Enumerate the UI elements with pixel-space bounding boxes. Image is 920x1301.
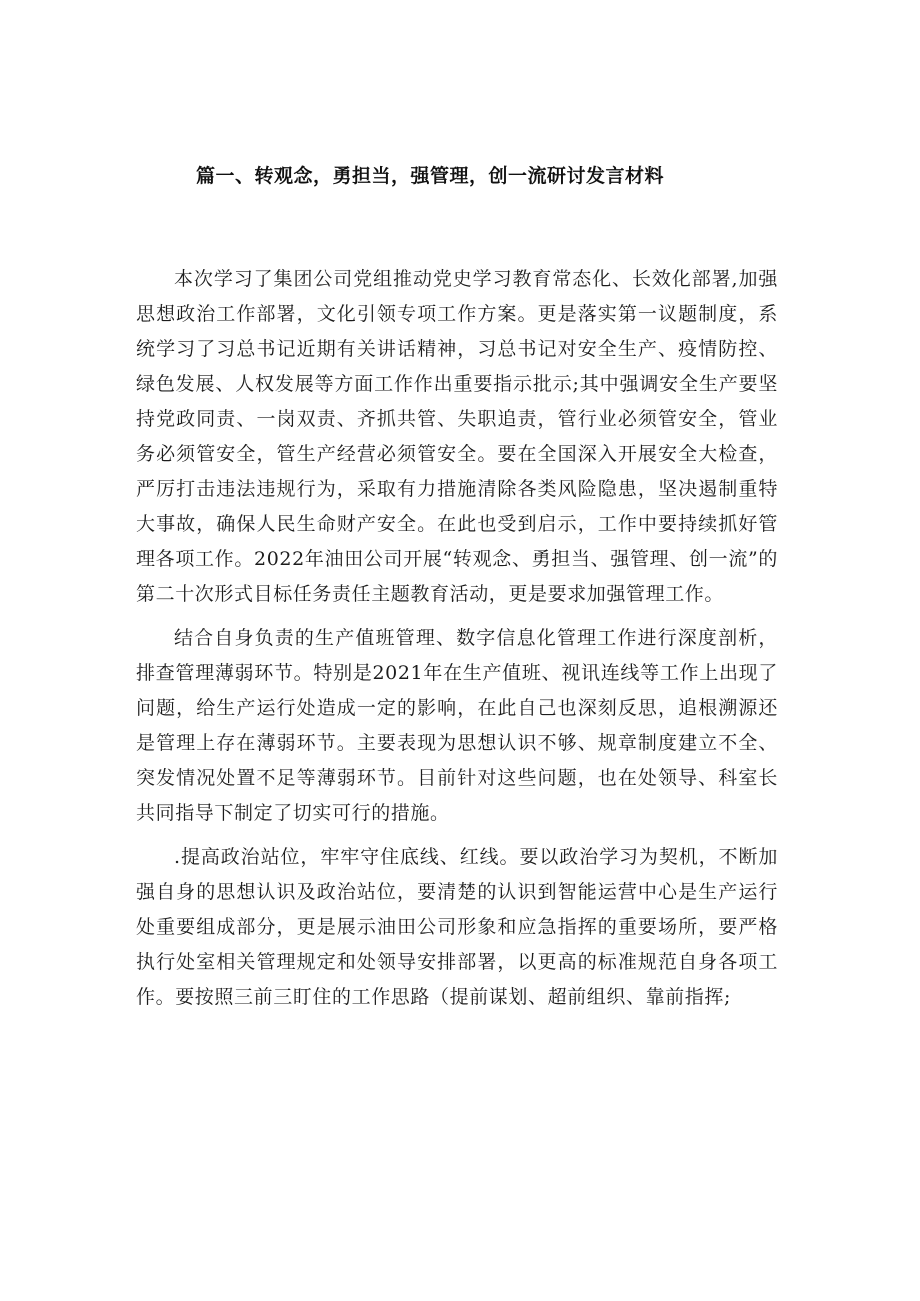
paragraph-1: 本次学习了集团公司党组推动党史学习教育常态化、长效化部署,加强思想政治工作部署，文化引领专项工作方案。更是落实第一议题制度，系统学习了习总书记近期有关讲话精神，习总书记对安全生产、疫情防控、绿色发展、人权发展等方面工作作出重要指示批示;其中强调安全生产要坚持党政同责、一岗双责、齐抓共管、失职追责，管行业必须管安全，管业务必须管安全，管生产经营必须管安全。要在全国深入开展安全大检查，严厉打击违法违规行为，采取有力措施清除各类风险隐患，坚决遏制重特大事故，确保人民生命财产安全。在此也受到启示，工作中要持续抓好管理各项工作。2022年油田公司开展“转观念、勇担当、强管理、创一流”的第二十次形式目标任务责任主题教育活动，更是要求加强管理工作。 [136,268,778,605]
document-body [136,262,778,1024]
paragraph-3: .提高政治站位，牢牢守住底线、红线。要以政治学习为契机，不断加强自身的思想认识及政治站位，要清楚的认识到智能运营中心是生产运行处重要组成部分，更是展示油田公司形象和应急指挥的重要场所，要严格执行处室相关管理规定和处领导安排部署，以更高的标准规范自身各项工作。要按照三前三盯住的工作思路（提前谋划、超前组织、靠前指挥; [136,846,778,1008]
document-title: 篇一、转观念，勇担当，强管理，创一流研讨发言材料 [195,165,664,187]
paragraph-2: 结合自身负责的生产值班管理、数字信息化管理工作进行深度剖析，排查管理薄弱环节。特别是2021年在生产值班、视讯连线等工作上出现了问题，给生产运行处造成一定的影响，在此自己也深刻反思，追根溯源还是管理上存在薄弱环节。主要表现为思想认识不够、规章制度建立不全、突发情况处置不足等薄弱环节。目前针对这些问题，也在处领导、科室长共同指导下制定了切实可行的措施。 [136,627,778,824]
